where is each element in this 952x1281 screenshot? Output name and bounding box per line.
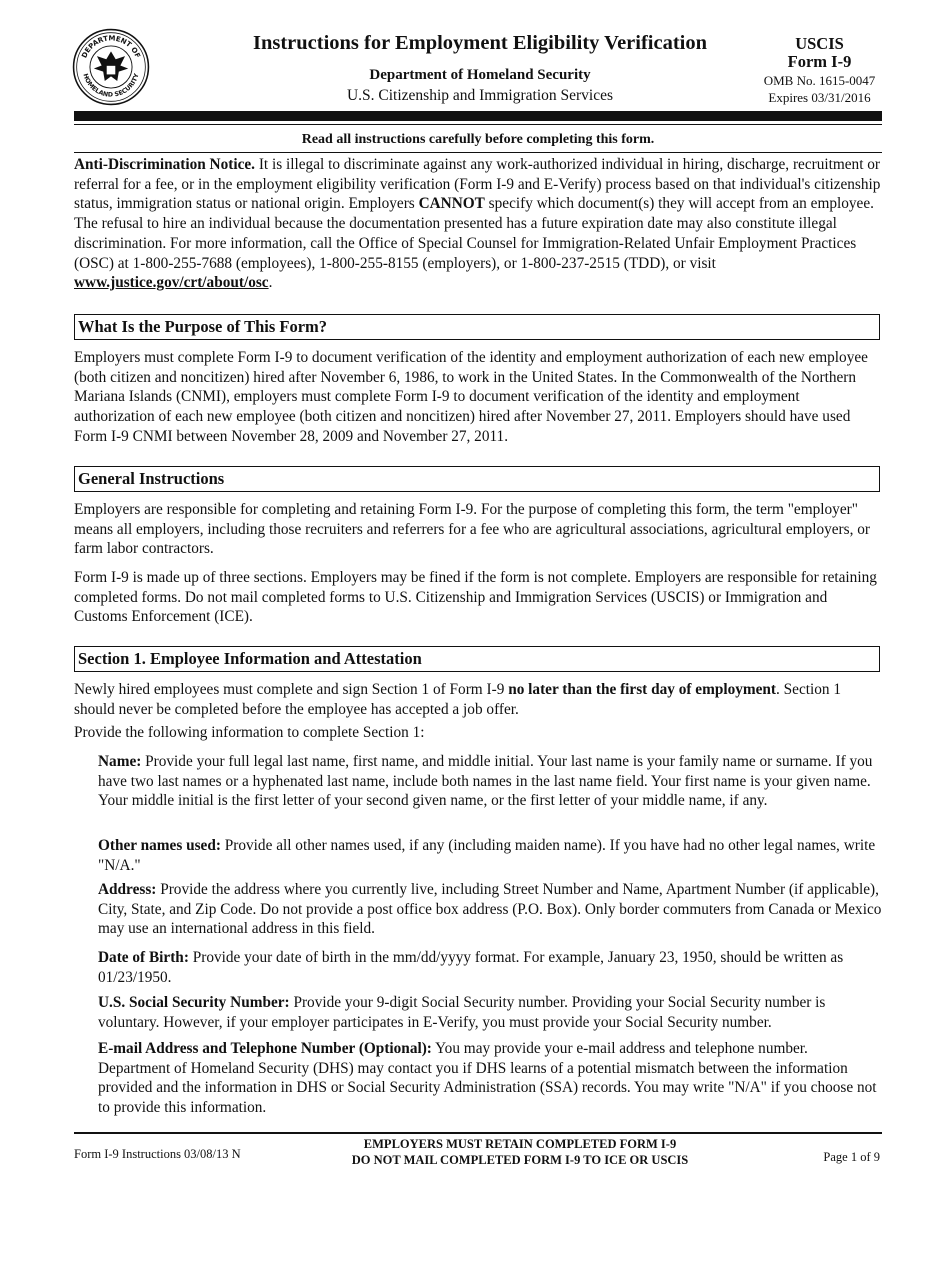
form-name: Form I-9 [787,52,852,71]
item-label: U.S. Social Security Number: [98,994,290,1011]
item-text: Provide your 9-digit Social Security number. Providing your Social Security number is voluntary. However, if your employer participates in E-Verify, you must provide your Social Security number. [98,994,826,1031]
page-number: Page 1 of 9 [823,1150,880,1164]
item-text: Provide your full legal last name, first name, and middle initial. Your last name is your family name or surname. If you have two last names or a hyphenated last name, include both names in the last name field. Your first name is your given name. Your middle initial is the first letter of your second given name, or the first letter of your middle name, if any. [98,753,873,810]
footer-notice [300,1136,740,1168]
osc-link[interactable]: www.justice.gov/crt/about/osc [74,274,269,292]
item-ssn [98,993,882,1032]
anti-discrimination-text-2: specify which document(s) they will accept from an employee. The refusal to hire an individual because the documentation presented has a future expiration date may also constitute illegal discrimination. For more information, call the Office of Special Counsel for Immigration-Related Unfair Employment Practices (OSC) at 1-800-255-7688 (employees), 1-800-255-8155 (employers), or 1-800-237-2515 (TDD), or visit [74,195,874,272]
anti-discrimination-notice [74,155,882,293]
item-label: E-mail Address and Telephone Number (Optional): [98,1040,432,1057]
item-date-of-birth [98,948,882,987]
footer-notice-line-1: EMPLOYERS MUST RETAIN COMPLETED FORM I-9 [363,1137,677,1151]
item-other-names [98,836,882,875]
item-email-phone [98,1039,882,1118]
header-rule [74,111,882,121]
dhs-seal-icon [72,28,150,106]
item-text: Provide all other names used, if any (including maiden name). If you have had no other legal names, write "N/A." [98,837,876,874]
item-label: Address: [98,881,157,898]
footer-form-id: Form I-9 Instructions 03/08/13 N [74,1147,241,1161]
section1-intro-bold: no later than the first day of employment [508,681,777,698]
omb-number: OMB No. 1615-0047 [763,73,876,88]
purpose-body: Employers must complete Form I-9 to document verification of the identity and employment authorization of each new employee (both citizen and noncitizen) hired after November 6, 1986, to work in the United States. In the Commonwealth of the Northern Mariana Islands (CNMI), employers must complete Form I-9 to document verification of the identity and employment authorization of each new employee (both citizen and noncitizen) hired after November 27, 2011. Employers should have used Form I-9 CNMI between November 28, 2009 and November 27, 2011. [74,349,868,445]
item-text: You may provide your e-mail address and telephone number. Department of Homeland Security (DHS) may contact you if DHS learns of a potential mismatch between the information provided and the information in DHS or Social Security Administration (SSA) records. You may write "N/A" if you choose not to provide this information. [98,1040,877,1117]
expiration-date: Expires 03/31/2016 [768,90,871,105]
item-label: Other names used: [98,837,221,854]
footer-notice-line-2: DO NOT MAIL COMPLETED FORM I-9 TO ICE OR USCIS [351,1153,689,1167]
anti-discrimination-end: . [268,274,273,292]
section1-intro-text: Newly hired employees must complete and sign Section 1 of Form I-9 [74,681,509,698]
section1-provide: Provide the following information to complete Section 1: [74,724,425,741]
section1-intro [74,680,882,719]
cannot-emphasis: CANNOT [418,195,485,213]
general-heading-box [74,466,880,492]
item-label: Name: [98,753,142,770]
notice-rule [74,152,882,153]
department-name: Department of Homeland Security [369,67,591,83]
read-all-notice: Read all instructions carefully before completing this form. [301,132,655,147]
purpose-heading-box [74,314,880,340]
section1-heading: Section 1. Employee Information and Attestation [78,649,422,668]
general-para-2: Form I-9 is made up of three sections. Employers may be fined if the form is not complete. Employers are responsible for retaining completed forms. Do not mail completed forms to U.S. Citizenship and Immigration Services (USCIS) or Immigration and Customs Enforcement (ICE). [74,569,877,626]
anti-discrimination-heading: Anti-Discrimination Notice. [74,156,255,173]
item-name [98,752,882,811]
item-text: Provide your date of birth in the mm/dd/yyyy format. For example, January 23, 1950, should be written as 01/23/1950. [98,949,844,986]
agency-name: U.S. Citizenship and Immigration Services [346,87,614,104]
section1-intro-text-2: . Section 1 should never be completed before the employee has accepted a job offer. [74,681,842,718]
item-text: Provide the address where you currently live, including Street Number and Name, Apartment Number (if applicable), City, State, and Zip Code. Do not provide a post office box address (P.O. Box). Only border commuters from Canada or Mexico may use an international address in this field. [98,881,882,938]
general-para-1: Employers are responsible for completing and retaining Form I-9. For the purpose of completing this form, the term "employer" means all employers, including those recruiters and referrers for a fee who are agricultural associations, agricultural employers, or farm labor contractors. [74,501,870,558]
seal-bottom-text: HOMELAND SECURITY [81,72,141,99]
seal-top-text: DEPARTMENT OF [79,33,143,60]
section1-heading-box [74,646,880,672]
purpose-heading: What Is the Purpose of This Form? [78,317,328,336]
item-label: Date of Birth: [98,949,189,966]
agency-short: USCIS [795,34,844,53]
header-rule-thin [74,124,882,125]
item-address [98,880,882,939]
footer-rule [74,1132,882,1134]
document-title: Instructions for Employment Eligibility Verification [252,32,708,54]
general-heading: General Instructions [78,469,225,488]
anti-discrimination-text: It is illegal to discriminate against any work-authorized individual in hiring, discharge, recruitment or referral for a fee, or in the employment eligibility verification (Form I-9 and E-Verify) process based on that individual's citizenship status, immigration status or national origin. Employers [74,156,881,213]
